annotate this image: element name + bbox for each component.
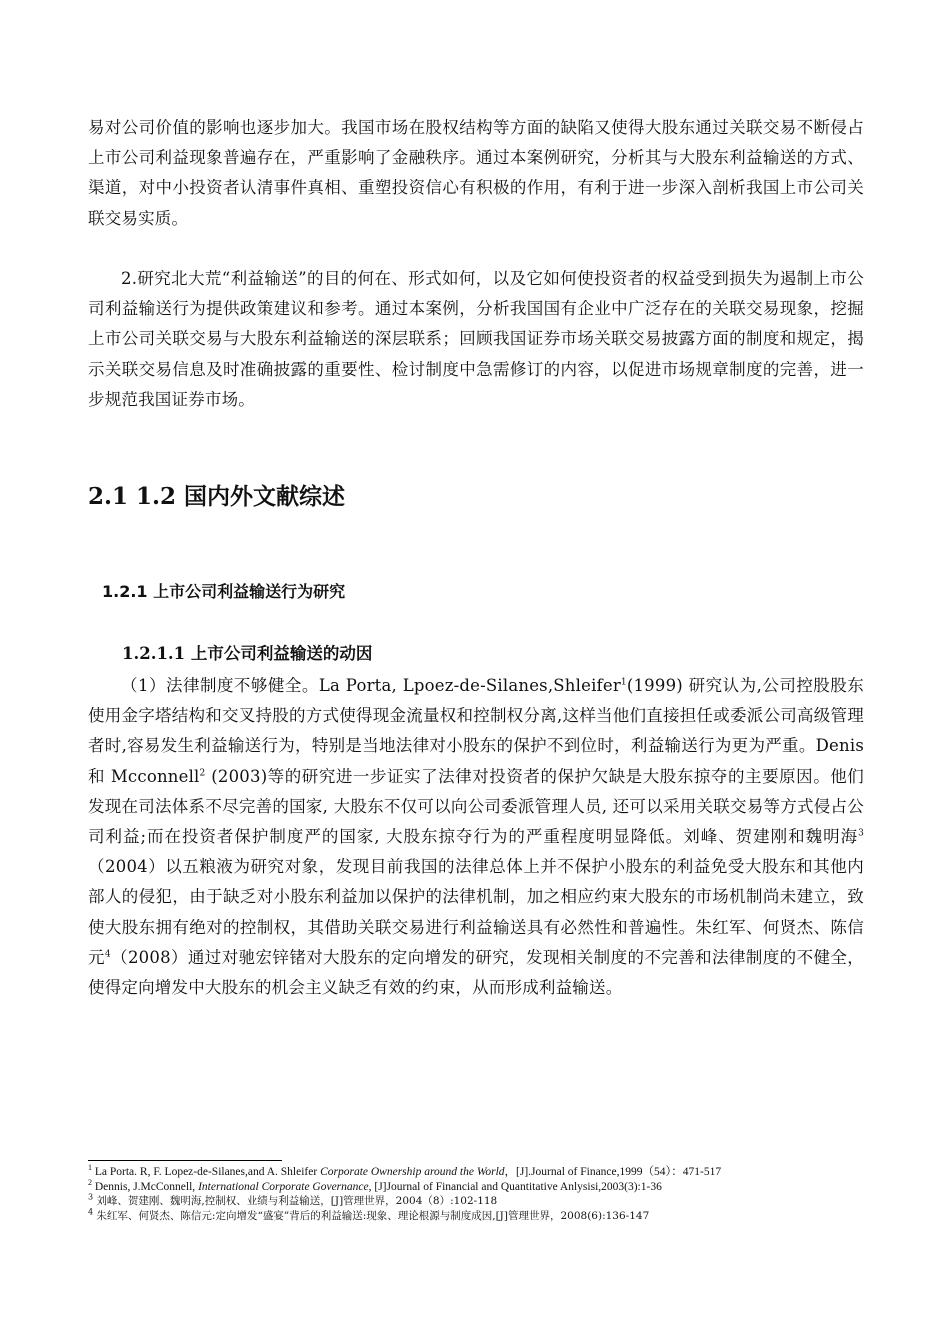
footnote-ref-4: 4 bbox=[104, 949, 111, 960]
intro-paragraph-continued: 易对公司价值的影响也逐步加大。我国市场在股权结构等方面的缺陷又使得大股东通过关联交易不断侵占上市公司利益现象普遍存在，严重影响了金融秩序。通过本案例研究，分析其与大股东利益输送的方式、渠道，对中小投资者认清事件真相、重塑投资信心有积极的作用，有利于进一步深入剖析我国上市公司关联交易实质。 bbox=[88, 118, 864, 228]
footnote-title: International Corporate Governance bbox=[198, 1180, 369, 1193]
footnote-text: ，[J].Journal of Finance,1999（54）：471-517 bbox=[504, 1166, 722, 1178]
footnote-3 bbox=[88, 1194, 878, 1209]
footnote-title: Corporate Ownership around the World bbox=[320, 1166, 505, 1178]
paragraph-text: （1）法律制度不够健全。La Porta, Lpoez-de-Silanes,Shleifer bbox=[121, 676, 621, 695]
footnotes-area bbox=[88, 1165, 878, 1223]
footnote-text: 朱红军、何贤杰、陈信元:定向增发“盛宴”背后的利益输送:现象、理论根源与制度成因,[J]管理世界，2008(6):136-147 bbox=[93, 1209, 650, 1222]
footnote-separator bbox=[88, 1160, 282, 1161]
footnote-4 bbox=[88, 1209, 878, 1224]
research-purpose-paragraph: 2.研究北大荒“利益输送”的目的何在、形式如何，以及它如何使投资者的权益受到损失为遏制上市公司利益输送行为提供政策建议和参考。通过本案例，分析我国国有企业中广泛存在的关联交易现象，挖掘上市公司关联交易与大股东利益输送的深层联系；回顾我国证券市场关联交易披露方面的制度和规定，揭示关联交易信息及时准确披露的重要性、检讨制度中急需修订的内容，以促进市场规章制度的完善，进一步规范我国证券市场。 bbox=[88, 269, 864, 409]
legal-system-paragraph bbox=[88, 671, 864, 1003]
footnote-ref-3: 3 bbox=[858, 828, 864, 839]
paragraph-text: (2003)等的研究进一步证实了法律对投资者的保护欠缺是大股东掠夺的主要原因。他们发现在司法体系不尽完善的国家, 大股东不仅可以向公司委派管理人员, 还可以采用关联交易等方式侵占公司利益;而在投资者保护制度严的国家, 大股东掠夺行为的严重程度明显降低。刘峰、贺建刚和魏明海 bbox=[88, 766, 865, 847]
footnote-2 bbox=[88, 1177, 878, 1195]
footnote-ref-2: 2 bbox=[199, 768, 206, 779]
footnote-number: 3 bbox=[88, 1192, 94, 1202]
footnote-number: 4 bbox=[88, 1207, 94, 1216]
paragraph-text: （2008）通过对驰宏锌锗对大股东的定向增发的研究，发现相关制度的不完善和法律制度的不健全，使得定向增发中大股东的机会主义缺乏有效的约束，从而形成利益输送。 bbox=[88, 947, 864, 998]
footnote-text: Dennis, J.McConnell, bbox=[92, 1180, 199, 1193]
footnote-number: 1 bbox=[88, 1163, 92, 1173]
section-heading-literature-review: 2.1 1.2 国内外文献综述 bbox=[88, 483, 346, 510]
footnote-text: , [J]Journal of Financial and Quantitative Anlysisi,2003(3):1-36 bbox=[368, 1180, 662, 1193]
footnote-1 bbox=[88, 1165, 878, 1180]
subsubsection-heading-tunneling-motives: 1.2.1.1 上市公司利益输送的动因 bbox=[122, 644, 373, 663]
footnote-text: La Porta. R, F. Lopez-de-Silanes,and A. Shleifer bbox=[92, 1166, 321, 1178]
footnote-text: 刘峰、贺建刚、魏明海,控制权、业绩与利益输送，[J]管理世界，2004（8）:102-118 bbox=[93, 1195, 498, 1207]
footnote-ref-1: 1 bbox=[620, 677, 627, 688]
footnote-number: 2 bbox=[88, 1177, 92, 1187]
paragraph-text: （2004）以五粮液为研究对象，发现目前我国的法律总体上并不保护小股东的利益免受大股东和其他内部人的侵犯，由于缺乏对小股东利益加以保护的法律机制，加之相应约束大股东的市场机制尚未建立，致使大股东拥有绝对的控制权，其借助关联交易进行利益输送具有必然性和普遍性。朱红军、何贤杰、陈信元 bbox=[88, 857, 864, 967]
subsection-heading-tunneling-research: 1.2.1 上市公司利益输送行为研究 bbox=[102, 582, 346, 601]
paragraph-text: (1999) 研究认为,公司控股股东使用金字塔结构和交叉持股的方式使得现金流量权和控制权分离,这样当他们直接担任或委派公司高级管理者时,容易发生利益输送行为，特别是当地法律对小股东的保护不到位时，利益输送行为更为严重。Denis 和 Mcconnell bbox=[88, 676, 864, 786]
